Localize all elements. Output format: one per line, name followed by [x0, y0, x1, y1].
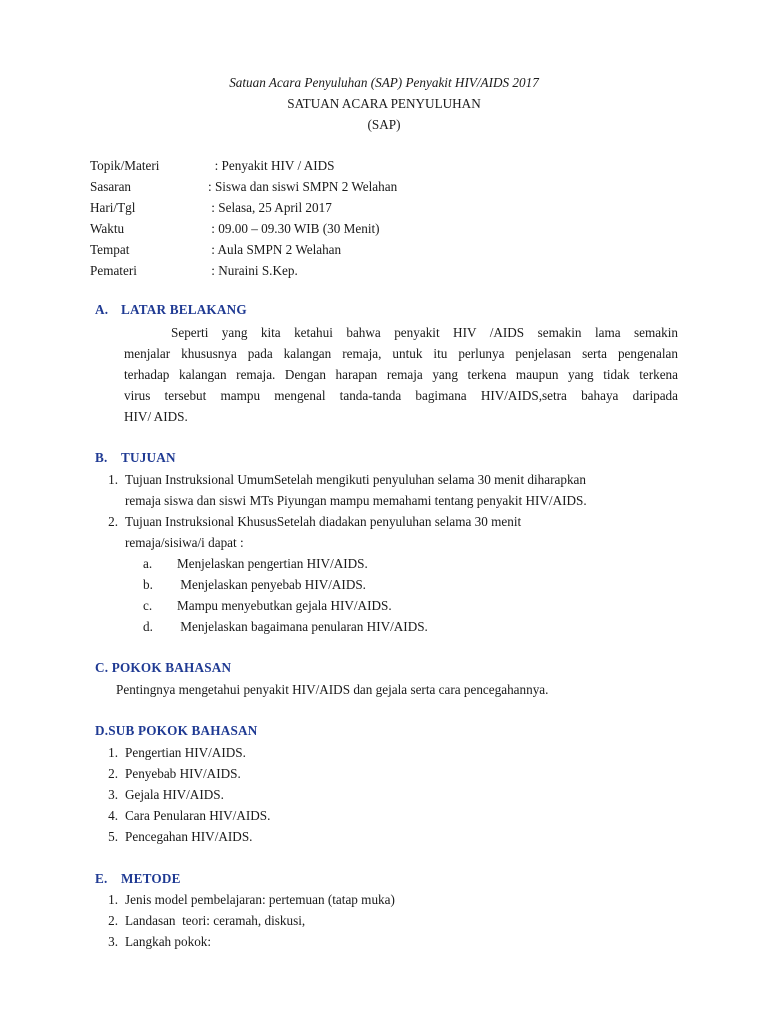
list-number: 3. — [108, 787, 118, 802]
heading-text: C. POKOK BAHASAN — [95, 660, 232, 675]
info-row-waktu — [90, 218, 397, 239]
list-item — [98, 889, 395, 910]
paragraph-line: terhadap kalangan remaja. Dengan harapan remaja yang terkena maupun yang tidak terkena — [124, 367, 678, 382]
heading-tujuan — [95, 450, 176, 466]
paragraph-line: virus tersebut mampu mengenal tanda-tanda bagimana HIV/AIDS,setra bahaya daripada — [124, 388, 678, 403]
list-item — [98, 784, 270, 805]
list-text: Tujuan Instruksional KhususSetelah diadakan penyuluhan selama 30 menit — [125, 514, 522, 529]
heading-text: METODE — [121, 871, 181, 886]
list-number: 2. — [108, 913, 118, 928]
list-item — [98, 511, 587, 532]
paragraph-line: Seperti yang kita ketahui bahwa penyakit HIV /AIDS semakin lama semakin — [171, 325, 678, 340]
heading-letter: E. — [95, 871, 108, 886]
sublist-item — [143, 553, 428, 574]
sublist-letter: b. — [143, 577, 153, 592]
paragraph-line: HIV/ AIDS. — [124, 409, 188, 424]
info-label: Topik/Materi — [90, 158, 160, 173]
list-text: Gejala HIV/AIDS. — [125, 787, 224, 802]
info-value: : Penyakit HIV / AIDS — [208, 158, 335, 173]
list-number: 5. — [108, 829, 118, 844]
list-number: 2. — [108, 766, 118, 781]
title-block — [0, 72, 768, 135]
info-row-topik — [90, 155, 397, 176]
heading-letter: A. — [95, 302, 109, 317]
list-item-continuation: remaja/sisiwa/i dapat : — [125, 535, 244, 550]
sublist-text: Menjelaskan pengertian HIV/AIDS. — [177, 556, 368, 571]
info-value: : Selasa, 25 April 2017 — [208, 200, 332, 215]
list-metode — [98, 889, 395, 952]
info-table — [90, 155, 397, 281]
heading-text: D.SUB POKOK BAHASAN — [95, 723, 258, 738]
sap-subtitle: (SAP) — [367, 117, 401, 132]
list-item — [98, 931, 395, 952]
info-row-sasaran — [90, 176, 397, 197]
list-number: 4. — [108, 808, 118, 823]
sublist-tujuan-khusus — [143, 553, 428, 637]
list-item — [98, 469, 587, 490]
heading-text: TUJUAN — [121, 450, 176, 465]
document-title: Satuan Acara Penyuluhan (SAP) Penyakit HIV/AIDS 2017 — [229, 75, 539, 90]
paragraph-line: menjalar khususnya pada kalangan remaja, untuk itu perlunya penjelasan serta pengenalan — [124, 346, 678, 361]
sublist-item — [143, 574, 428, 595]
info-label: Pemateri — [90, 263, 137, 278]
sublist-text: Menjelaskan penyebab HIV/AIDS. — [177, 577, 366, 592]
info-label: Hari/Tgl — [90, 200, 136, 215]
info-row-pemateri — [90, 260, 397, 281]
info-value: : Aula SMPN 2 Welahan — [208, 242, 342, 257]
list-item — [98, 910, 395, 931]
paragraph-latar-belakang — [124, 322, 678, 427]
info-value: : 09.00 – 09.30 WIB (30 Menit) — [208, 221, 380, 236]
paragraph-pokok-bahasan — [116, 679, 548, 700]
heading-pokok-bahasan — [95, 660, 231, 676]
list-item — [98, 805, 270, 826]
list-number: 3. — [108, 934, 118, 949]
list-number: 1. — [108, 472, 118, 487]
list-number: 1. — [108, 745, 118, 760]
heading-latar-belakang — [95, 302, 247, 318]
sap-title: SATUAN ACARA PENYULUHAN — [287, 96, 481, 111]
list-item-continuation: remaja siswa dan siswi MTs Piyungan mampu memahami tentang penyakit HIV/AIDS. — [125, 493, 587, 508]
info-value: : Siswa dan siswi SMPN 2 Welahan — [208, 179, 398, 194]
sublist-item — [143, 595, 428, 616]
paragraph-line: Pentingnya mengetahui penyakit HIV/AIDS dan gejala serta cara pencegahannya. — [116, 682, 549, 697]
heading-letter: B. — [95, 450, 108, 465]
list-tujuan — [98, 469, 587, 553]
list-text: Jenis model pembelajaran: pertemuan (tatap muka) — [125, 892, 395, 907]
list-text: Pengertian HIV/AIDS. — [125, 745, 246, 760]
list-number: 2. — [108, 514, 118, 529]
sublist-text: Mampu menyebutkan gejala HIV/AIDS. — [177, 598, 392, 613]
sublist-text: Menjelaskan bagaimana penularan HIV/AIDS. — [177, 619, 428, 634]
list-text: Pencegahan HIV/AIDS. — [125, 829, 253, 844]
heading-sub-pokok-bahasan — [95, 723, 257, 739]
sublist-item — [143, 616, 428, 637]
list-number: 1. — [108, 892, 118, 907]
heading-metode — [95, 871, 181, 887]
list-item — [98, 826, 270, 847]
list-text: Landasan teori: ceramah, diskusi, — [125, 913, 306, 928]
list-text: Tujuan Instruksional UmumSetelah mengikuti penyuluhan selama 30 menit diharapkan — [125, 472, 586, 487]
list-sub-pokok-bahasan — [98, 742, 270, 847]
list-text: Penyebab HIV/AIDS. — [125, 766, 241, 781]
sublist-letter: a. — [143, 556, 153, 571]
sublist-letter: c. — [143, 598, 153, 613]
info-value: : Nuraini S.Kep. — [208, 263, 298, 278]
heading-text: LATAR BELAKANG — [121, 302, 247, 317]
list-item — [98, 763, 270, 784]
info-label: Tempat — [90, 242, 130, 257]
list-item — [98, 742, 270, 763]
info-row-hari — [90, 197, 397, 218]
info-label: Waktu — [90, 221, 125, 236]
info-label: Sasaran — [90, 179, 132, 194]
info-row-tempat — [90, 239, 397, 260]
sublist-letter: d. — [143, 619, 153, 634]
list-text: Cara Penularan HIV/AIDS. — [125, 808, 271, 823]
list-text: Langkah pokok: — [125, 934, 212, 949]
